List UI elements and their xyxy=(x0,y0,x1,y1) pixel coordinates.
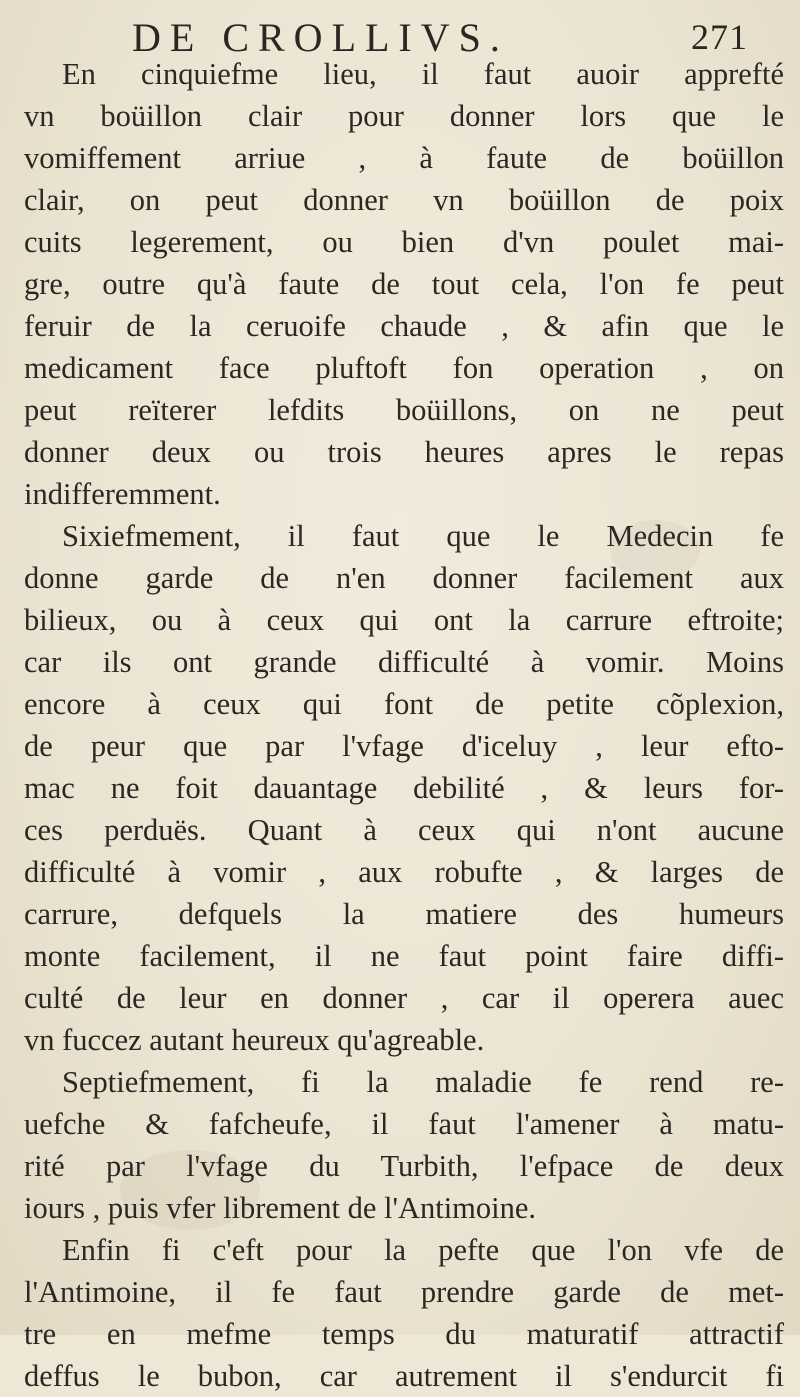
text-line: l'Antimoine, il fe faut prendre garde de met- xyxy=(24,1275,784,1309)
page-header xyxy=(0,14,800,58)
running-title: DE CROLLIVS. xyxy=(132,15,509,60)
text-line: cuits legerement, ou bien d'vn poulet mai- xyxy=(24,225,784,259)
text-line: clair, on peut donner vn boüillon de poix xyxy=(24,183,784,217)
text-line: donner deux ou trois heures apres le repas xyxy=(24,435,784,469)
text-line: vn fuccez autant heureux qu'agreable. xyxy=(24,1023,485,1057)
text-line: mac ne foit dauantage debilité , & leurs for- xyxy=(24,771,784,805)
text-line: En cinquiefme lieu, il faut auoir apprefté xyxy=(62,57,784,91)
page-number: 271 xyxy=(691,17,748,57)
text-line: rité par l'vfage du Turbith, l'efpace de deux xyxy=(24,1149,784,1183)
text-line: tre en mefme temps du maturatif attractif xyxy=(24,1317,784,1351)
text-line: Sixiefmement, il faut que le Medecin fe xyxy=(62,519,784,553)
text-line: donne garde de n'en donner facilement aux xyxy=(24,561,784,595)
text-line: Enfin fi c'eft pour la pefte que l'on vfe de xyxy=(62,1233,784,1267)
text-line: bilieux, ou à ceux qui ont la carrure eftroite; xyxy=(24,603,784,637)
text-line: Septiefmement, fi la maladie fe rend re- xyxy=(62,1065,784,1099)
text-line: medicament face pluftoft fon operation , on xyxy=(24,351,784,385)
text-line: uefche & fafcheufe, il faut l'amener à matu- xyxy=(24,1107,784,1141)
text-line: vomiffement arriue , à faute de boüillon xyxy=(24,141,784,175)
text-line: encore à ceux qui font de petite cõplexion, xyxy=(24,687,784,721)
text-line: vn boüillon clair pour donner lors que le xyxy=(24,99,784,133)
text-line: de peur que par l'vfage d'iceluy , leur efto- xyxy=(24,729,784,763)
text-line: carrure, defquels la matiere des humeurs xyxy=(24,897,784,931)
text-line: monte facilement, il ne faut point faire diffi- xyxy=(24,939,784,973)
text-line: indifferemment. xyxy=(24,477,221,511)
text-line: difficulté à vomir , aux robufte , & larges de xyxy=(24,855,784,889)
text-line: car ils ont grande difficulté à vomir. Moins xyxy=(24,645,784,679)
text-line: deffus le bubon, car autrement il s'endurcit fi xyxy=(24,1359,784,1393)
text-line: feruir de la ceruoife chaude , & afin que le xyxy=(24,309,784,343)
text-line: ces perduës. Quant à ceux qui n'ont aucune xyxy=(24,813,784,847)
text-line: gre, outre qu'à faute de tout cela, l'on fe peut xyxy=(24,267,784,301)
text-line: iours , puis vfer librement de l'Antimoine. xyxy=(24,1191,537,1225)
text-line: peut reïterer lefdits boüillons, on ne peut xyxy=(24,393,784,427)
text-line: culté de leur en donner , car il operera auec xyxy=(24,981,784,1015)
